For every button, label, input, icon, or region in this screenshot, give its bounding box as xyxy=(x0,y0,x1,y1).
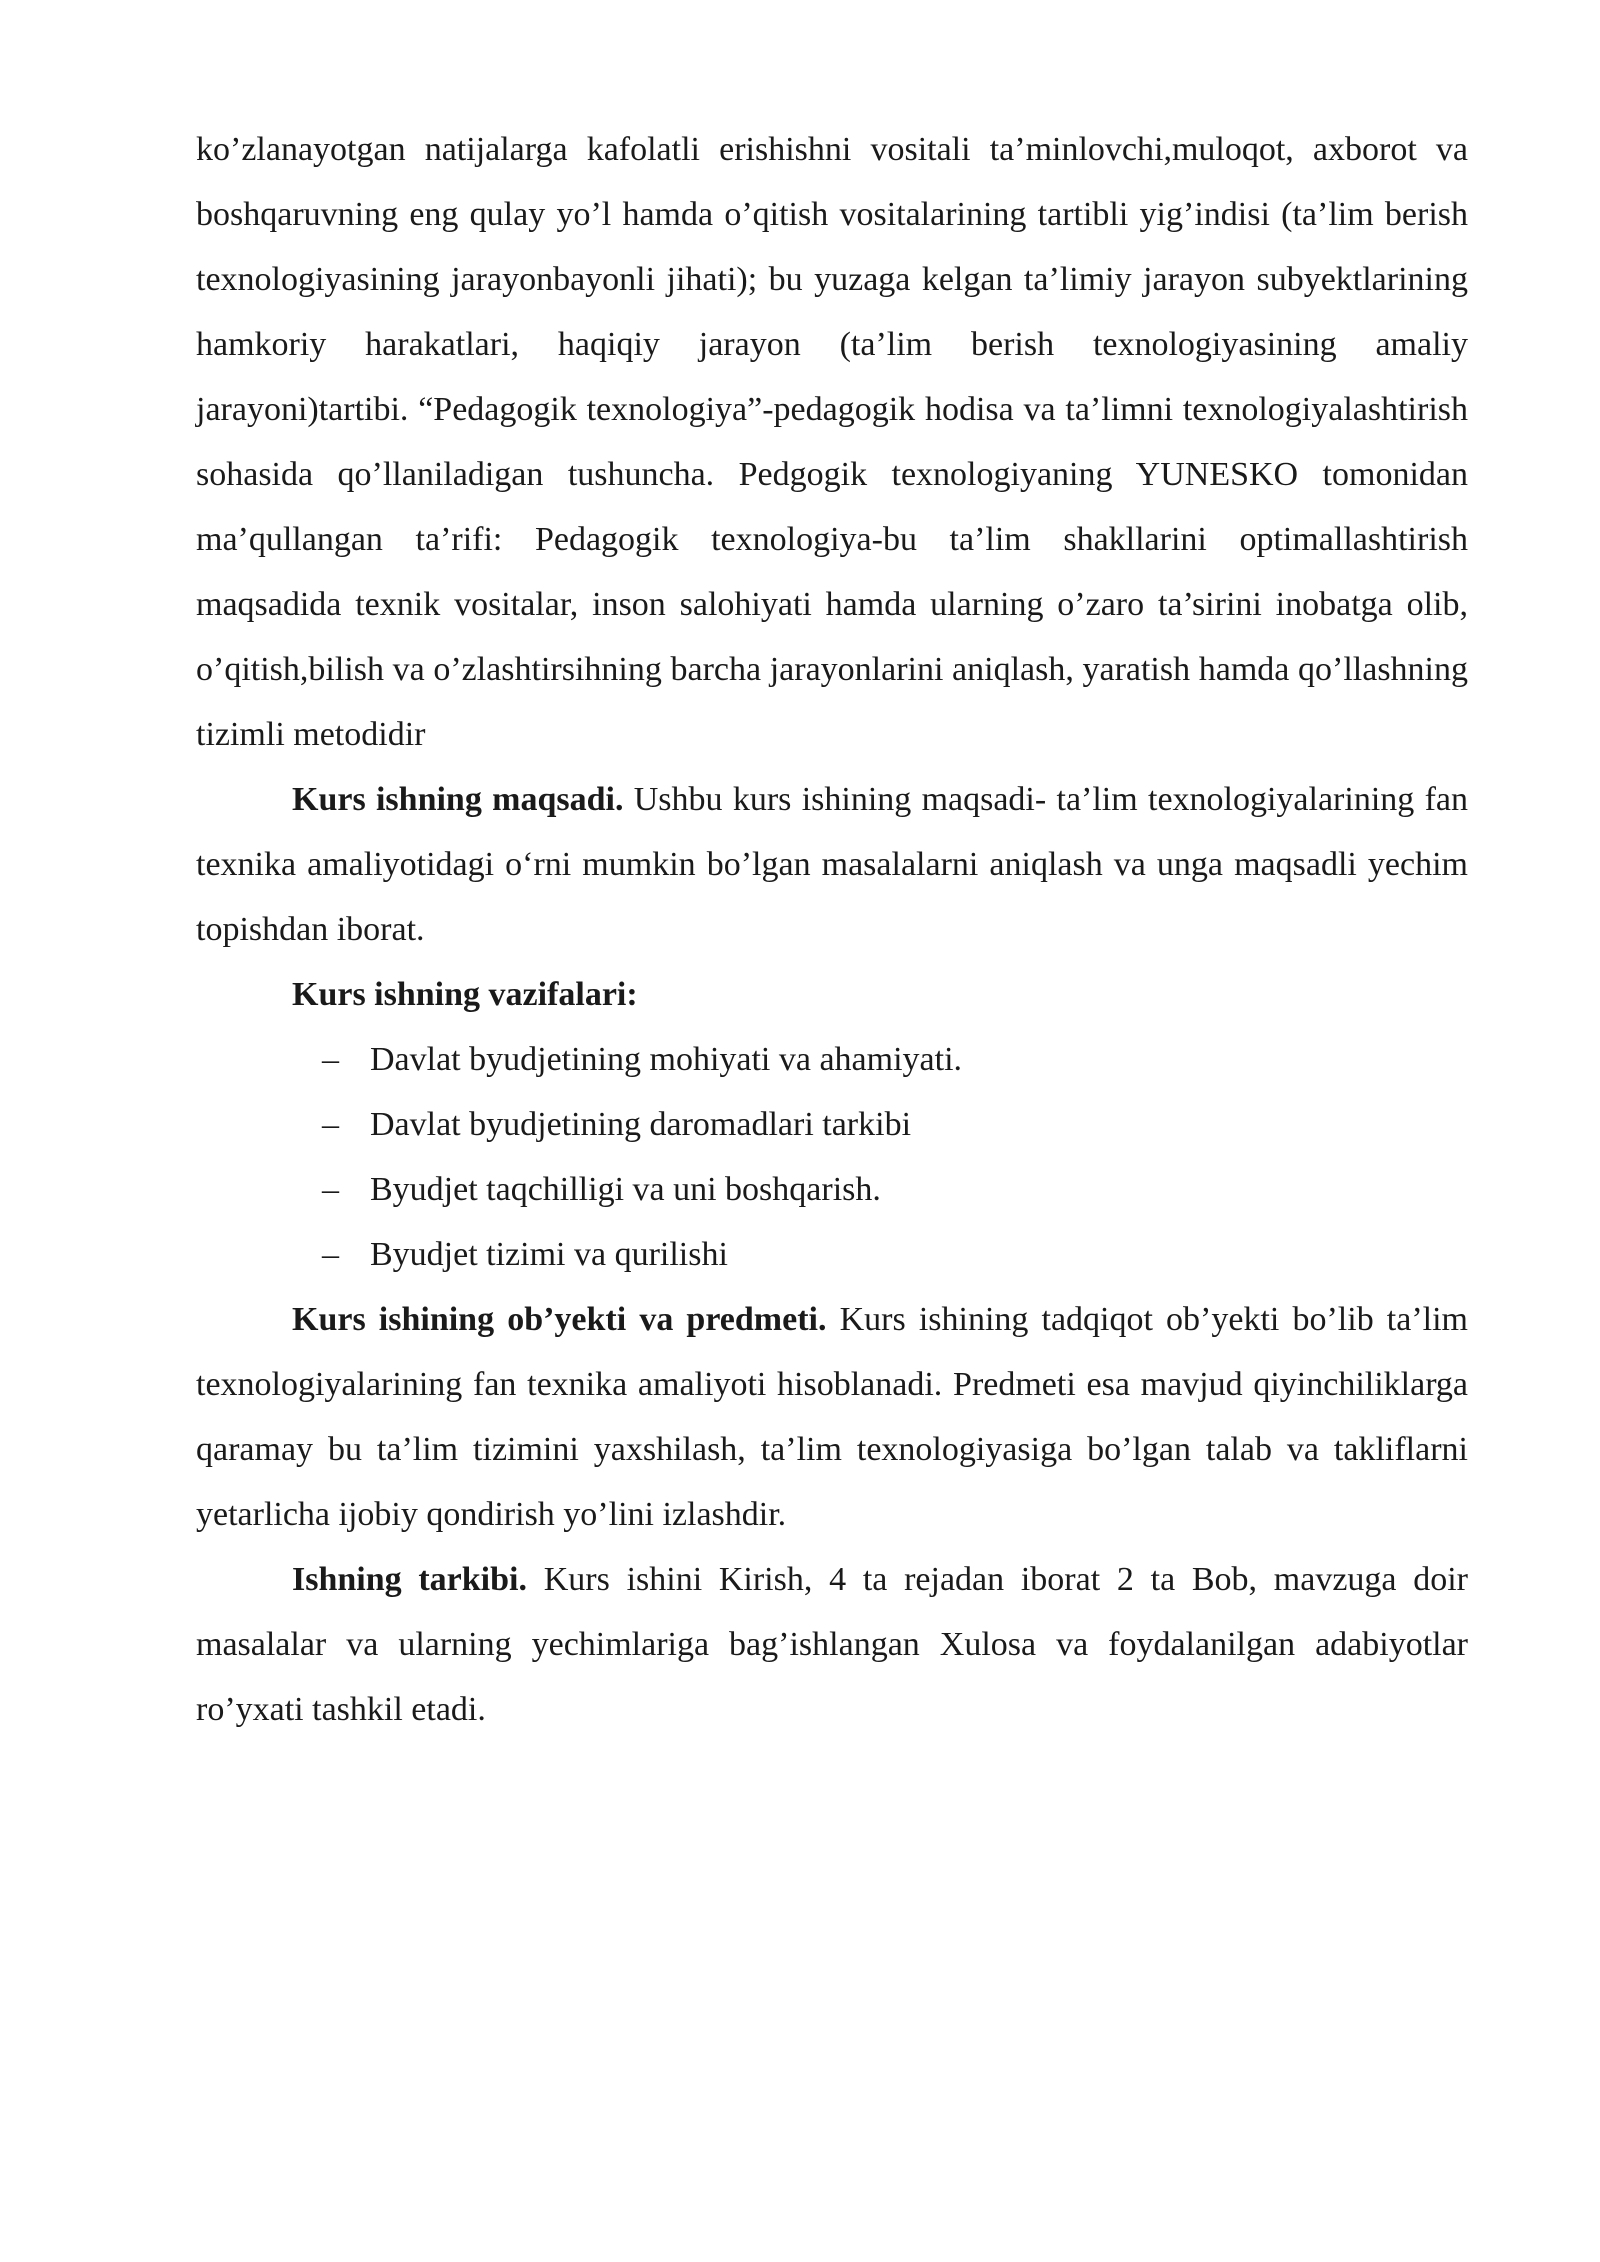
task-text: Byudjet taqchilligi va uni boshqarish. xyxy=(370,1171,881,1208)
task-text: Davlat byudjetining mohiyati va ahamiyati. xyxy=(370,1041,963,1078)
dash-bullet: – xyxy=(322,1106,339,1143)
goal-text: Ushbu kurs ishining maqsadi- ta’lim texnologiyalarining fan texnika amaliyotidagi o‘rni mumkin bo’lgan masalalarni aniqlash va unga maqsadli yechim topishdan iborat. xyxy=(196,781,1468,948)
list-item xyxy=(196,1027,1468,1092)
task-text: Byudjet tizimi va qurilishi xyxy=(370,1236,728,1273)
object-paragraph xyxy=(196,1287,1468,1547)
document-page xyxy=(196,117,1468,1742)
dash-bullet: – xyxy=(322,1171,339,1208)
tasks-list xyxy=(196,1027,1468,1287)
structure-label: Ishning tarkibi. xyxy=(292,1561,527,1598)
goal-paragraph xyxy=(196,767,1468,962)
list-item xyxy=(196,1222,1468,1287)
dash-bullet: – xyxy=(322,1041,339,1078)
dash-bullet: – xyxy=(322,1236,339,1273)
goal-label: Kurs ishning maqsadi. xyxy=(292,781,624,818)
list-item xyxy=(196,1092,1468,1157)
object-label: Kurs ishining ob’yekti va predmeti. xyxy=(292,1301,827,1338)
list-item xyxy=(196,1157,1468,1222)
structure-text: Kurs ishini Kirish, 4 ta rejadan iborat 2 ta Bob, mavzuga doir masalalar va ularning yechimlariga bag’ishlangan Xulosa va foydalanilgan adabiyotlar ro’yxati tashkil etadi. xyxy=(196,1561,1469,1728)
object-text: Kurs ishining tadqiqot ob’yekti bo’lib ta’lim texnologiyalarining fan texnika amaliyoti hisoblanadi. Predmeti esa mavjud qiyinchiliklarga qaramay bu ta’lim tizimini yaxshilash, ta’lim texnologiyasiga bo’lgan talab va takliflarni yetarlicha ijobiy qondirish yo’lini izlashdir. xyxy=(196,1301,1469,1533)
tasks-heading: Kurs ishning vazifalari: xyxy=(292,976,638,1013)
structure-paragraph xyxy=(196,1547,1468,1742)
intro-paragraph: ko’zlanayotgan natijalarga kafolatli erishishni vositali ta’minlovchi,muloqot, axborot va boshqaruvning eng qulay yo’l hamda o’qitish vositalarining tartibli yig’indisi (ta’lim berish texnologiyasining jarayonbayonli jihati); bu yuzaga kelgan ta’limiy jarayon subyektlarining hamkoriy harakatlari, haqiqiy jarayon (ta’lim berish texnologiyasining amaliy jarayoni)tartibi. “Pedagogik texnologiya”-pedagogik hodisa va ta’limni texnologiyalashtirish sohasida qo’llaniladigan tushuncha. Pedgogik texnologiyaning YUNESKO tomonidan ma’qullangan ta’rifi: Pedagogik texnologiya-bu ta’lim shakllarini optimallashtirish maqsadida texnik vositalar, inson salohiyati hamda ularning o’zaro ta’sirini inobatga olib, o’qitish,bilish va o’zlashtirsihning barcha jarayonlarini aniqlash, yaratish hamda qo’llashning tizimli metodidir xyxy=(196,131,1468,753)
task-text: Davlat byudjetining daromadlari tarkibi xyxy=(370,1106,912,1143)
